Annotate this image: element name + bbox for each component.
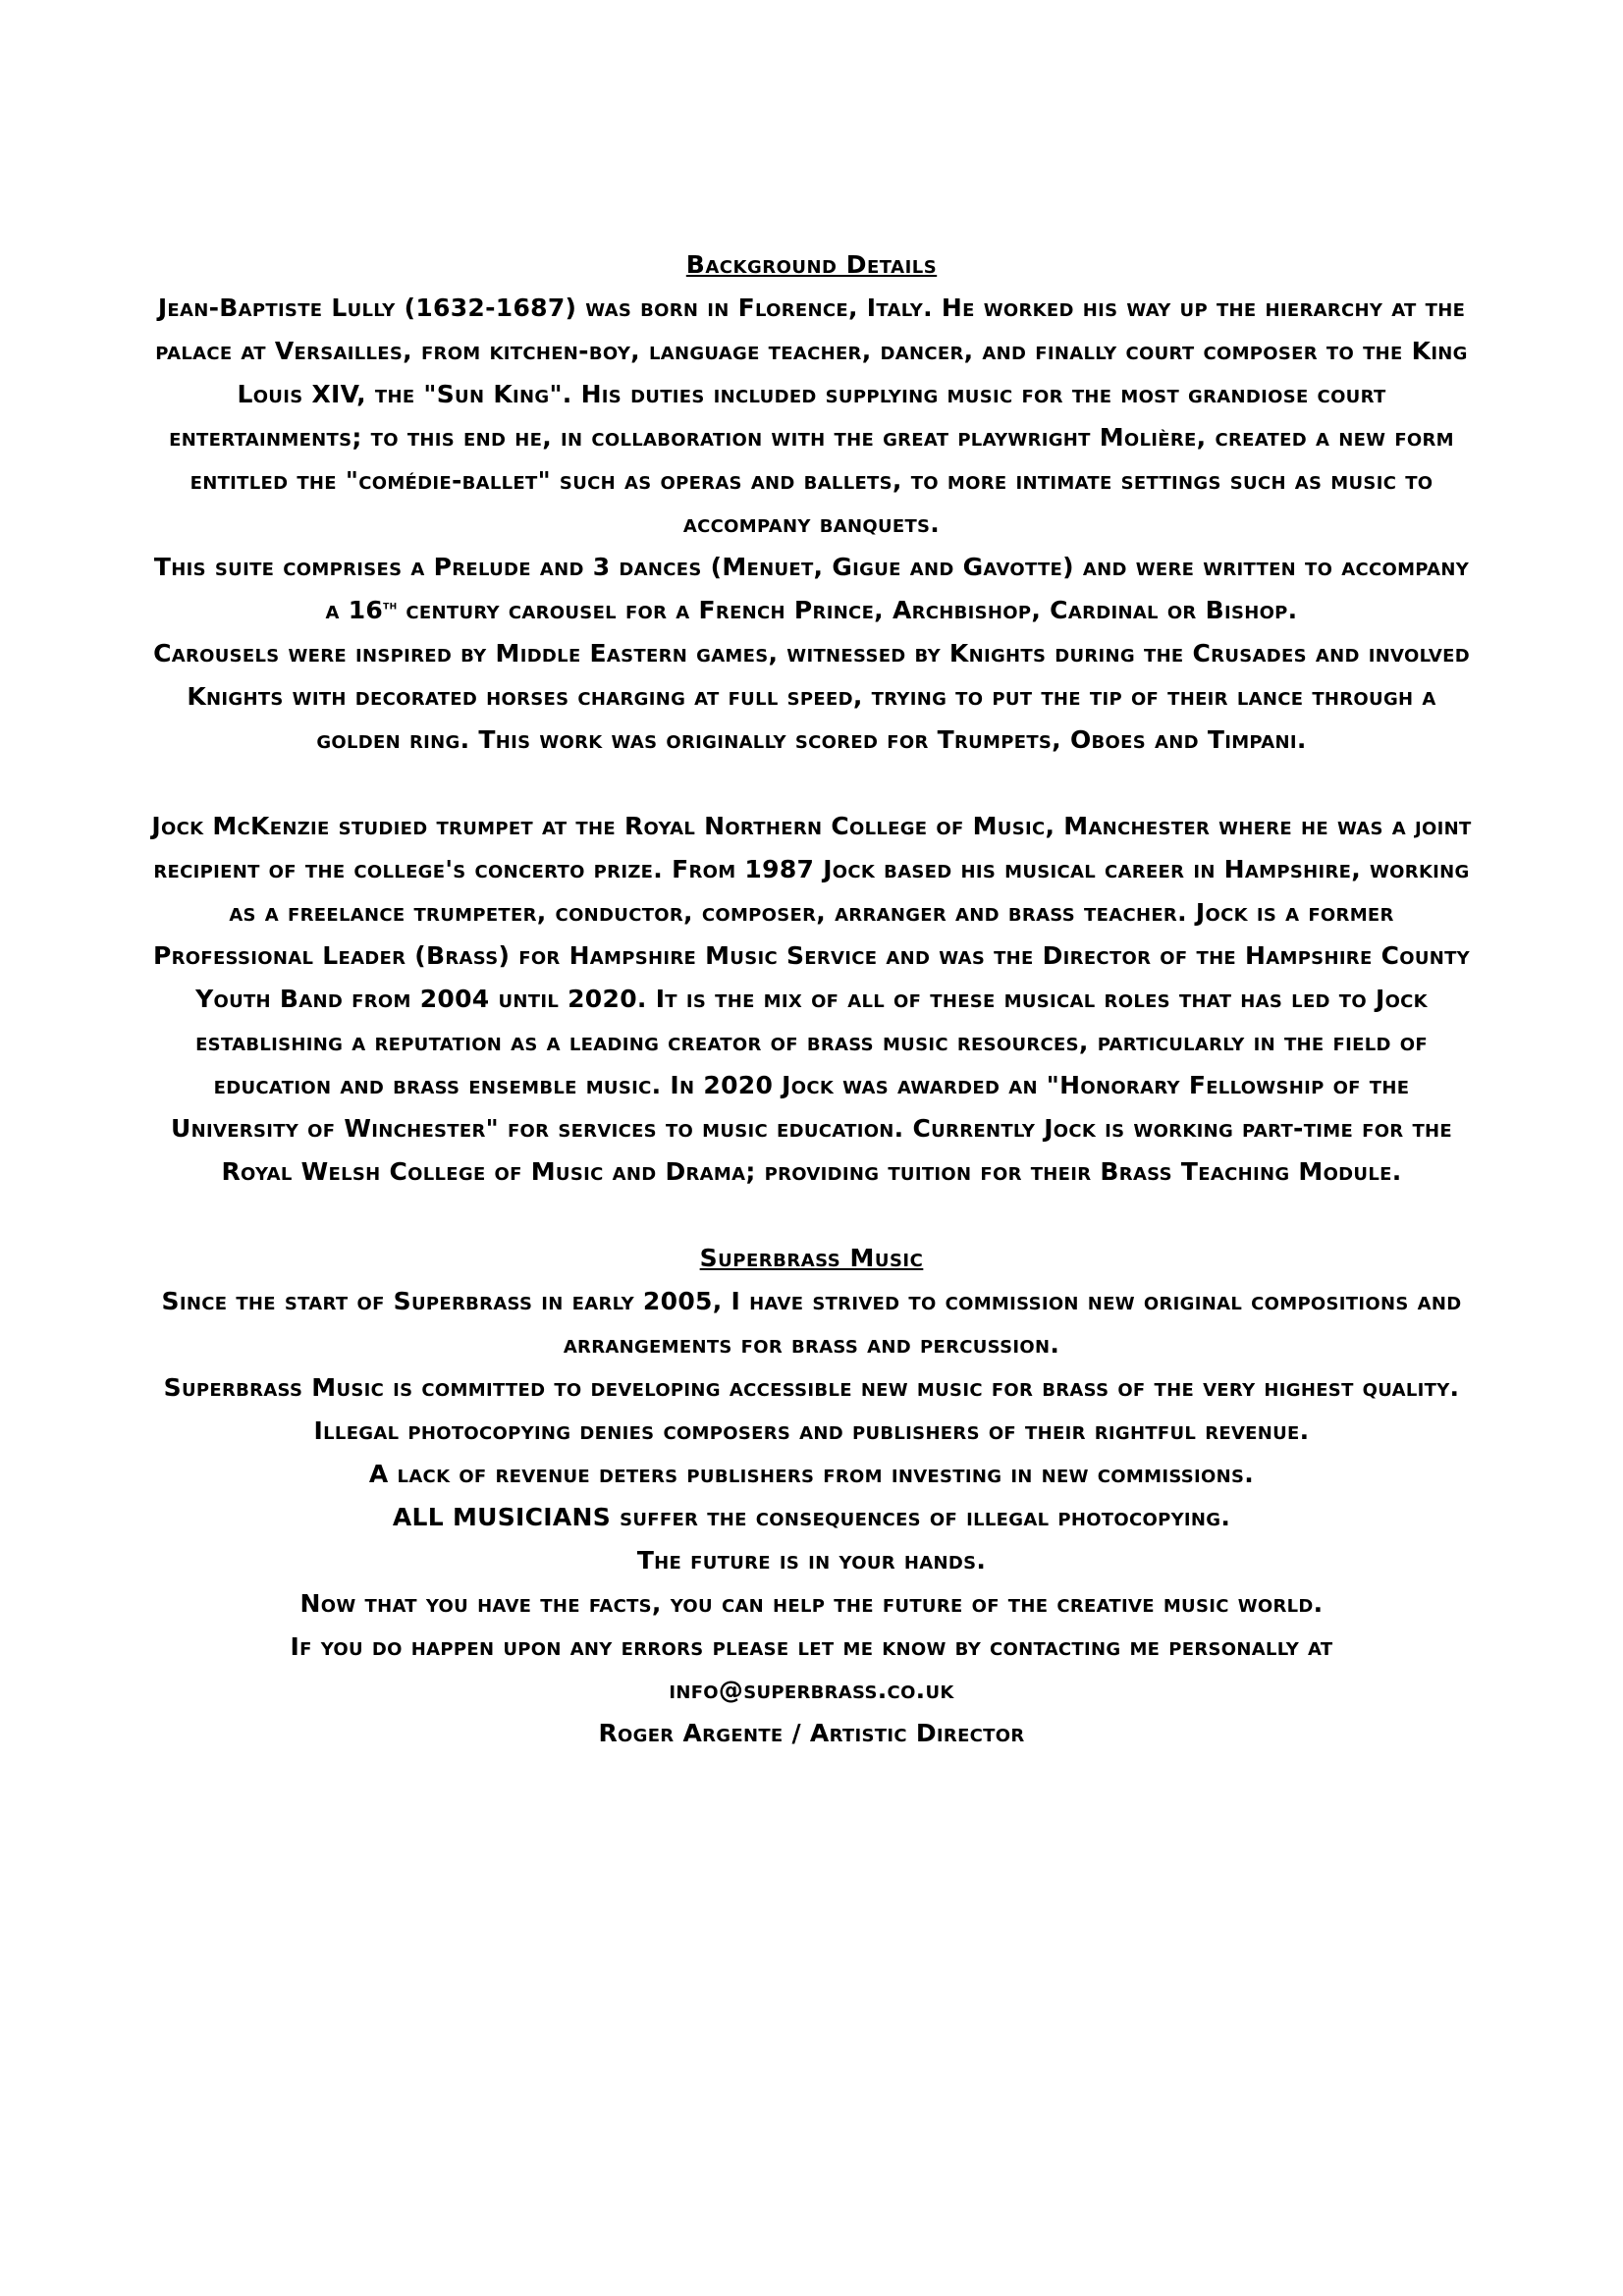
document-page (147, 243, 1476, 1755)
carousel-description-paragraph: Carousels were inspired by Middle Eastern games, witnessed by Knights during the Crusades and involved Knights with decorated horses charging at full speed, trying to put the tip of their lance through a golden ring. This work was originally scored for Trumpets, Oboes and Timpani. (153, 639, 1470, 754)
suite-description-text-end: century carousel for a French Prince, Archbishop, Cardinal or Bishop. (397, 596, 1298, 624)
suite-description-paragraph (147, 546, 1476, 632)
photocopying-line-1: Illegal photocopying denies composers and publishers of their rightful revenue. (313, 1416, 1310, 1445)
photocopying-line-3 (147, 1496, 1476, 1539)
photocopying-line-3-rest: suffer the consequences of illegal photocopying. (611, 1503, 1231, 1531)
superbrass-commitment-paragraph: Superbrass Music is committed to developing accessible new music for brass of the very highest quality. (163, 1373, 1460, 1402)
arranger-biography-paragraph: Jock McKenzie studied trumpet at the Royal Northern College of Music, Manchester where he was a joint recipient of the college's concerto prize. From 1987 Jock based his musical career in Hampshire, working as a freelance trumpeter, conductor, composer, arranger and brass teacher. Jock is a former Professional Leader (Brass) for Hampshire Music Service and was the Director of the Hampshire County Youth Band from 2004 until 2020. It is the mix of all of these musical roles that has led to Jock establishing a reputation as a leading creator of brass music resources, particularly in the field of education and brass ensemble music. In 2020 Jock was awarded an "Honorary Fellowship of the University of Winchester" for services to music education. Currently Jock is working part-time for the Royal Welsh College of Music and Drama; providing tuition for their Brass Teaching Module. (151, 812, 1472, 1186)
all-musicians-emphasis: ALL MUSICIANS (392, 1503, 612, 1531)
errors-contact-line: If you do happen upon any errors please let me know by contacting me personally at (290, 1632, 1333, 1661)
photocopying-line-2: A lack of revenue deters publishers from investing in new commissions. (368, 1460, 1255, 1488)
section-spacer (147, 762, 1476, 805)
ordinal-superscript: th (383, 598, 398, 614)
lully-biography-paragraph: Jean-Baptiste Lully (1632-1687) was born in Florence, Italy. He worked his way up the hierarchy at the palace at Versailles, from kitchen-boy, language teacher, dancer, and finally court composer to the King Louis XIV, the "Sun King". His duties included supplying music for the most grandiose court entertainments; to this end he, in collaboration with the great playwright Molière, created a new form entitled the "comédie-ballet" such as operas and ballets, to more intimate settings such as music to accompany banquets. (155, 294, 1468, 538)
section-spacer (147, 1194, 1476, 1237)
contact-email: info@superbrass.co.uk (669, 1676, 954, 1704)
future-line: The future is in your hands. (636, 1546, 987, 1575)
superbrass-intro-paragraph: Since the start of Superbrass in early 2005, I have strived to commission new original compositions and arrangements for brass and percussion. (161, 1287, 1462, 1359)
suite-description-text: This suite comprises a Prelude and 3 dances (Menuet, Gigue and Gavotte) and were written to accompany a 16 (153, 553, 1470, 624)
background-details-heading: Background Details (685, 250, 938, 279)
signature-line: Roger Argente / Artistic Director (598, 1719, 1025, 1747)
facts-line: Now that you have the facts, you can help the future of the creative music world. (299, 1589, 1324, 1618)
superbrass-music-heading: Superbrass Music (699, 1244, 924, 1272)
